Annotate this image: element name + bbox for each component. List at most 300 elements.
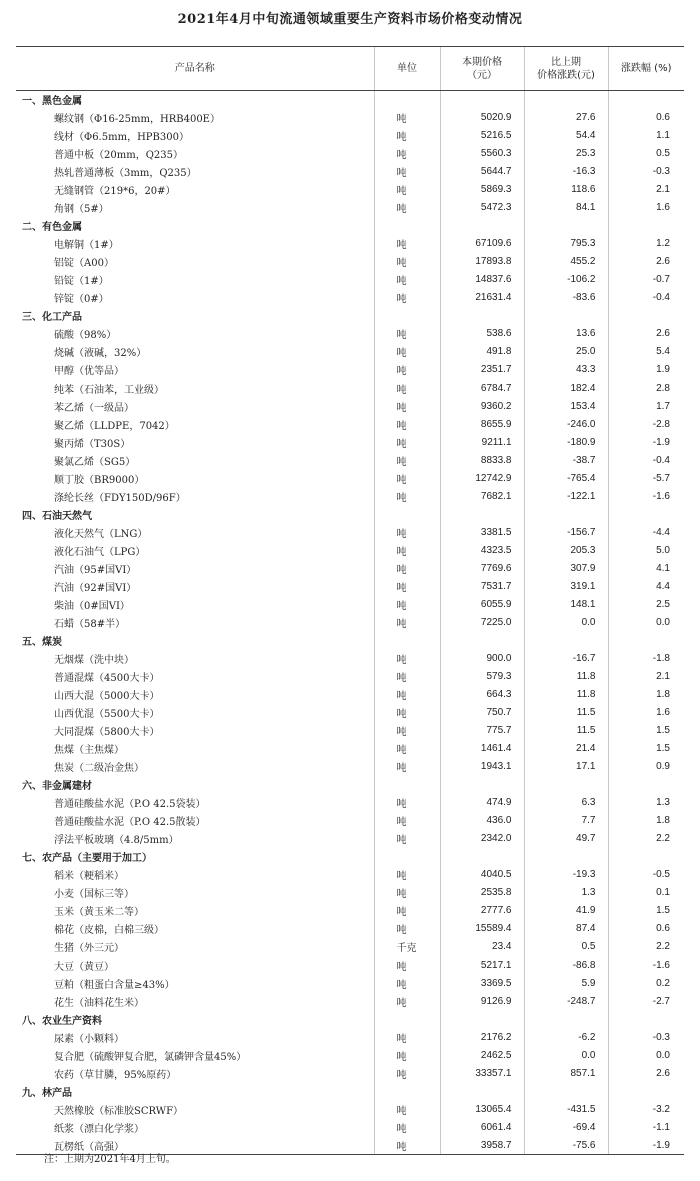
change-cell: 43.3 <box>524 361 608 379</box>
change-cell: -86.8 <box>524 956 608 974</box>
unit-cell: 吨 <box>374 361 440 379</box>
table-row <box>16 1118 684 1136</box>
category-row <box>16 776 684 794</box>
product-name-cell: 汽油（95#国VI） <box>54 564 137 576</box>
column-header-change-line1: 比上期 <box>551 56 581 68</box>
price-cell <box>440 1010 524 1028</box>
price-cell <box>440 631 524 649</box>
price-cell: 4040.5 <box>440 866 524 884</box>
product-name-cell: 普通硅酸盐水泥（P.O 42.5散装） <box>54 817 206 829</box>
price-cell: 491.8 <box>440 343 524 361</box>
price-cell: 579.3 <box>440 668 524 686</box>
price-cell <box>440 848 524 866</box>
product-name-cell: 无缝钢管（219*6，20#） <box>54 186 176 198</box>
pct-change-cell: 2.5 <box>608 595 684 613</box>
pct-change-cell: 0.6 <box>608 109 684 127</box>
change-cell: 5.9 <box>524 974 608 992</box>
product-name-cell: 小麦（国标三等） <box>54 889 134 901</box>
pct-change-cell: 1.6 <box>608 704 684 722</box>
unit-cell: 吨 <box>374 992 440 1010</box>
change-cell: -106.2 <box>524 271 608 289</box>
price-cell: 2462.5 <box>440 1046 524 1064</box>
product-name-cell: 顺丁胶（BR9000） <box>54 474 145 486</box>
pct-change-cell: -3.2 <box>608 1100 684 1118</box>
unit-cell: 吨 <box>374 974 440 992</box>
change-cell <box>524 631 608 649</box>
table-header <box>16 47 684 91</box>
unit-cell: 吨 <box>374 884 440 902</box>
price-cell: 7769.6 <box>440 559 524 577</box>
table-row <box>16 487 684 505</box>
pct-change-cell: -1.9 <box>608 433 684 451</box>
table-row <box>16 361 684 379</box>
price-cell: 3381.5 <box>440 523 524 541</box>
table-row <box>16 325 684 343</box>
change-cell: 11.8 <box>524 668 608 686</box>
pct-change-cell: 1.2 <box>608 235 684 253</box>
product-name-cell: 大同混煤（5800大卡） <box>54 727 160 739</box>
price-cell: 1461.4 <box>440 740 524 758</box>
price-cell: 9360.2 <box>440 397 524 415</box>
category-row <box>16 307 684 325</box>
product-name-cell: 普通硅酸盐水泥（P.O 42.5袋装） <box>54 799 206 811</box>
unit-cell: 吨 <box>374 397 440 415</box>
unit-cell: 吨 <box>374 758 440 776</box>
product-name-cell: 锌锭（0#） <box>54 294 109 306</box>
price-cell <box>440 1082 524 1100</box>
table-row <box>16 163 684 181</box>
change-cell: -431.5 <box>524 1100 608 1118</box>
change-cell: 21.4 <box>524 740 608 758</box>
price-cell: 7682.1 <box>440 487 524 505</box>
product-name-cell: 普通混煤（4500大卡） <box>54 673 160 685</box>
pct-change-cell: 2.2 <box>608 938 684 956</box>
product-name-cell: 苯乙烯（一级品） <box>54 402 134 414</box>
unit-cell: 吨 <box>374 163 440 181</box>
table-row <box>16 1064 684 1082</box>
table-row <box>16 397 684 415</box>
unit-cell <box>374 505 440 523</box>
table-row <box>16 541 684 559</box>
pct-change-cell: -5.7 <box>608 469 684 487</box>
unit-cell: 吨 <box>374 325 440 343</box>
unit-cell: 吨 <box>374 902 440 920</box>
price-cell: 5216.5 <box>440 127 524 145</box>
price-cell: 6055.9 <box>440 595 524 613</box>
column-header-price <box>440 47 524 91</box>
table-row <box>16 271 684 289</box>
unit-cell: 吨 <box>374 866 440 884</box>
unit-cell <box>374 1010 440 1028</box>
change-cell: 11.5 <box>524 704 608 722</box>
table-row <box>16 812 684 830</box>
price-cell <box>440 217 524 235</box>
pct-change-cell: 1.5 <box>608 722 684 740</box>
unit-cell: 吨 <box>374 379 440 397</box>
pct-change-cell <box>608 631 684 649</box>
unit-cell: 吨 <box>374 559 440 577</box>
category-row <box>16 631 684 649</box>
category-name-cell: 五、煤炭 <box>22 636 62 648</box>
category-name-cell: 九、林产品 <box>22 1087 72 1099</box>
change-cell: 857.1 <box>524 1064 608 1082</box>
change-cell: -83.6 <box>524 289 608 307</box>
table-row <box>16 595 684 613</box>
price-cell: 9126.9 <box>440 992 524 1010</box>
price-cell: 3369.5 <box>440 974 524 992</box>
product-name-cell: 玉米（黄玉米二等） <box>54 907 144 919</box>
unit-cell: 吨 <box>374 794 440 812</box>
unit-cell: 吨 <box>374 920 440 938</box>
table-row <box>16 974 684 992</box>
price-cell: 17893.8 <box>440 253 524 271</box>
unit-cell: 吨 <box>374 415 440 433</box>
change-cell: 182.4 <box>524 379 608 397</box>
table-row <box>16 181 684 199</box>
category-name-cell: 四、石油天然气 <box>22 510 92 522</box>
unit-cell: 吨 <box>374 1136 440 1154</box>
column-header-unit: 单位 <box>374 47 440 91</box>
product-name-cell: 生猪（外三元） <box>54 943 124 955</box>
product-name-cell: 硫酸（98%） <box>54 330 117 342</box>
table-row <box>16 722 684 740</box>
unit-cell: 吨 <box>374 1118 440 1136</box>
table-row <box>16 740 684 758</box>
unit-cell: 吨 <box>374 235 440 253</box>
product-name-cell: 天然橡胶（标准胶SCRWF） <box>54 1105 184 1117</box>
unit-cell <box>374 307 440 325</box>
change-cell: 319.1 <box>524 577 608 595</box>
price-cell: 538.6 <box>440 325 524 343</box>
table-row <box>16 884 684 902</box>
change-cell: 13.6 <box>524 325 608 343</box>
change-cell: -248.7 <box>524 992 608 1010</box>
category-row <box>16 91 684 109</box>
pct-change-cell: 0.0 <box>608 613 684 631</box>
price-cell: 5217.1 <box>440 956 524 974</box>
table-row <box>16 235 684 253</box>
table-row <box>16 1046 684 1064</box>
price-cell: 8655.9 <box>440 415 524 433</box>
unit-cell: 吨 <box>374 181 440 199</box>
product-name-cell: 复合肥（硫酸钾复合肥，氯磷钾含量45%） <box>54 1051 247 1063</box>
table-row <box>16 902 684 920</box>
change-cell: -246.0 <box>524 415 608 433</box>
pct-change-cell: -0.3 <box>608 163 684 181</box>
change-cell: 87.4 <box>524 920 608 938</box>
table-row <box>16 469 684 487</box>
product-name-cell: 花生（油料花生米） <box>54 997 144 1009</box>
product-name-cell: 柴油（0#国VI） <box>54 600 130 612</box>
product-name-cell: 聚氯乙烯（SG5） <box>54 456 136 468</box>
price-cell: 9211.1 <box>440 433 524 451</box>
column-header-name: 产品名称 <box>16 47 374 91</box>
change-cell: 307.9 <box>524 559 608 577</box>
change-cell: 6.3 <box>524 794 608 812</box>
page-title: 2021年4月中旬流通领域重要生产资料市场价格变动情况 <box>177 12 523 27</box>
product-name-cell: 浮法平板玻璃（4.8/5mm） <box>54 835 179 847</box>
unit-cell <box>374 1082 440 1100</box>
unit-cell: 吨 <box>374 649 440 667</box>
price-cell: 23.4 <box>440 938 524 956</box>
category-row <box>16 217 684 235</box>
price-cell: 33357.1 <box>440 1064 524 1082</box>
change-cell: 84.1 <box>524 199 608 217</box>
pct-change-cell: -1.9 <box>608 1136 684 1154</box>
product-name-cell: 铝锭（A00） <box>54 258 114 270</box>
pct-change-cell: 2.6 <box>608 253 684 271</box>
change-cell <box>524 848 608 866</box>
price-cell <box>440 776 524 794</box>
price-cell: 2342.0 <box>440 830 524 848</box>
unit-cell <box>374 631 440 649</box>
product-name-cell: 大豆（黄豆） <box>54 961 114 973</box>
unit-cell: 吨 <box>374 613 440 631</box>
category-name-cell: 八、农业生产资料 <box>22 1015 102 1027</box>
change-cell: 41.9 <box>524 902 608 920</box>
unit-cell: 吨 <box>374 1028 440 1046</box>
pct-change-cell <box>608 1082 684 1100</box>
table-row <box>16 109 684 127</box>
product-name-cell: 纯苯（石油苯，工业级） <box>54 384 164 396</box>
category-name-cell: 三、化工产品 <box>22 312 82 324</box>
change-cell: -16.3 <box>524 163 608 181</box>
pct-change-cell: 5.0 <box>608 541 684 559</box>
product-name-cell: 山西优混（5500大卡） <box>54 709 160 721</box>
table-row <box>16 686 684 704</box>
change-cell: 54.4 <box>524 127 608 145</box>
change-cell: -122.1 <box>524 487 608 505</box>
product-name-cell: 聚乙烯（LLDPE，7042） <box>54 420 175 432</box>
product-name-cell: 尿素（小颗料） <box>54 1033 124 1045</box>
table-row <box>16 992 684 1010</box>
pct-change-cell <box>608 91 684 109</box>
pct-change-cell: 1.1 <box>608 127 684 145</box>
unit-cell: 吨 <box>374 1046 440 1064</box>
table-row <box>16 289 684 307</box>
pct-change-cell: -1.6 <box>608 487 684 505</box>
unit-cell <box>374 91 440 109</box>
table-row <box>16 649 684 667</box>
pct-change-cell: 1.8 <box>608 686 684 704</box>
pct-change-cell: 4.1 <box>608 559 684 577</box>
unit-cell: 吨 <box>374 686 440 704</box>
change-cell <box>524 91 608 109</box>
pct-change-cell: -0.3 <box>608 1028 684 1046</box>
price-cell <box>440 91 524 109</box>
price-cell: 436.0 <box>440 812 524 830</box>
pct-change-cell: -0.4 <box>608 451 684 469</box>
change-cell <box>524 1010 608 1028</box>
unit-cell: 吨 <box>374 469 440 487</box>
table-row <box>16 704 684 722</box>
table-row <box>16 758 684 776</box>
pct-change-cell <box>608 776 684 794</box>
unit-cell <box>374 217 440 235</box>
change-cell: -75.6 <box>524 1136 608 1154</box>
unit-cell: 吨 <box>374 541 440 559</box>
product-name-cell: 液化天然气（LNG） <box>54 528 148 540</box>
pct-change-cell: 2.2 <box>608 830 684 848</box>
pct-change-cell: 1.9 <box>608 361 684 379</box>
pct-change-cell: 1.5 <box>608 902 684 920</box>
change-cell: 11.5 <box>524 722 608 740</box>
pct-change-cell: -1.6 <box>608 956 684 974</box>
unit-cell: 吨 <box>374 722 440 740</box>
table-row <box>16 415 684 433</box>
table-row <box>16 830 684 848</box>
change-cell: 148.1 <box>524 595 608 613</box>
price-cell: 5869.3 <box>440 181 524 199</box>
change-cell: 455.2 <box>524 253 608 271</box>
change-cell: 0.0 <box>524 1046 608 1064</box>
product-name-cell: 螺纹钢（Φ16-25mm，HRB400E） <box>54 114 220 126</box>
table-row <box>16 127 684 145</box>
pct-change-cell: -0.4 <box>608 289 684 307</box>
product-name-cell: 无烟煤（洗中块） <box>54 654 134 666</box>
product-name-cell: 焦煤（主焦煤） <box>54 745 124 757</box>
change-cell: 795.3 <box>524 235 608 253</box>
table-row <box>16 920 684 938</box>
unit-cell: 吨 <box>374 199 440 217</box>
price-cell: 2351.7 <box>440 361 524 379</box>
change-cell: 17.1 <box>524 758 608 776</box>
unit-cell: 千克 <box>374 938 440 956</box>
category-name-cell: 一、黑色金属 <box>22 96 82 108</box>
unit-cell: 吨 <box>374 812 440 830</box>
unit-cell: 吨 <box>374 343 440 361</box>
pct-change-cell: 4.4 <box>608 577 684 595</box>
change-cell: 49.7 <box>524 830 608 848</box>
change-cell: 153.4 <box>524 397 608 415</box>
product-name-cell: 普通中板（20mm，Q235） <box>54 150 183 162</box>
pct-change-cell: 0.9 <box>608 758 684 776</box>
column-header-price-line2: （元） <box>467 69 497 81</box>
change-cell: 1.3 <box>524 884 608 902</box>
table-row <box>16 613 684 631</box>
table-row <box>16 1028 684 1046</box>
price-cell: 5472.3 <box>440 199 524 217</box>
price-cell: 775.7 <box>440 722 524 740</box>
column-header-pct: 涨跌幅 (%) <box>608 47 684 91</box>
price-cell: 12742.9 <box>440 469 524 487</box>
category-row <box>16 848 684 866</box>
product-name-cell: 铅锭（1#） <box>54 276 109 288</box>
unit-cell: 吨 <box>374 271 440 289</box>
price-cell: 14837.6 <box>440 271 524 289</box>
pct-change-cell: 1.6 <box>608 199 684 217</box>
price-cell: 5644.7 <box>440 163 524 181</box>
product-name-cell: 纸浆（漂白化学浆） <box>54 1123 144 1135</box>
change-cell: -156.7 <box>524 523 608 541</box>
price-cell: 2176.2 <box>440 1028 524 1046</box>
category-name-cell: 六、非金属建材 <box>22 781 92 793</box>
unit-cell: 吨 <box>374 289 440 307</box>
price-cell: 750.7 <box>440 704 524 722</box>
product-name-cell: 甲醇（优等品） <box>54 366 124 378</box>
price-cell: 4323.5 <box>440 541 524 559</box>
pct-change-cell: -0.7 <box>608 271 684 289</box>
product-name-cell: 石蜡（58#半） <box>54 618 126 630</box>
price-cell <box>440 307 524 325</box>
table-row <box>16 668 684 686</box>
product-name-cell: 稻米（粳稻米） <box>54 871 124 883</box>
footnote: 注：上期为2021年4月上旬。 <box>44 1154 176 1165</box>
change-cell: -6.2 <box>524 1028 608 1046</box>
product-name-cell: 焦炭（二级冶金焦） <box>54 763 144 775</box>
unit-cell: 吨 <box>374 127 440 145</box>
change-cell <box>524 217 608 235</box>
price-cell: 6061.4 <box>440 1118 524 1136</box>
change-cell: 25.3 <box>524 145 608 163</box>
change-cell <box>524 776 608 794</box>
product-name-cell: 角钢（5#） <box>54 204 109 216</box>
unit-cell: 吨 <box>374 577 440 595</box>
unit-cell: 吨 <box>374 668 440 686</box>
product-name-cell: 液化石油气（LPG） <box>54 546 146 558</box>
pct-change-cell: 0.6 <box>608 920 684 938</box>
change-cell: -69.4 <box>524 1118 608 1136</box>
pct-change-cell: 2.1 <box>608 181 684 199</box>
table-row <box>16 794 684 812</box>
unit-cell: 吨 <box>374 487 440 505</box>
table-row <box>16 866 684 884</box>
table-row <box>16 938 684 956</box>
product-name-cell: 豆粕（粗蛋白含量≥43%） <box>54 979 175 991</box>
price-cell: 2777.6 <box>440 902 524 920</box>
unit-cell: 吨 <box>374 595 440 613</box>
product-name-cell: 热轧普通薄板（3mm，Q235） <box>54 168 197 180</box>
pct-change-cell: 0.2 <box>608 974 684 992</box>
product-name-cell: 瓦楞纸（高强） <box>16 1136 374 1154</box>
category-row <box>16 505 684 523</box>
change-cell: 118.6 <box>524 181 608 199</box>
price-cell: 5020.9 <box>440 109 524 127</box>
product-name-cell: 棉花（皮棉，白棉三级） <box>54 925 164 937</box>
unit-cell: 吨 <box>374 451 440 469</box>
pct-change-cell: 2.8 <box>608 379 684 397</box>
price-cell: 15589.4 <box>440 920 524 938</box>
change-cell: 0.0 <box>524 613 608 631</box>
category-row <box>16 1010 684 1028</box>
price-cell: 67109.6 <box>440 235 524 253</box>
unit-cell: 吨 <box>374 253 440 271</box>
price-cell: 7531.7 <box>440 577 524 595</box>
product-name-cell: 电解铜（1#） <box>54 240 119 252</box>
change-cell: -765.4 <box>524 469 608 487</box>
product-name-cell: 聚丙烯（T30S） <box>54 438 131 450</box>
pct-change-cell: 2.1 <box>608 668 684 686</box>
change-cell: 27.6 <box>524 109 608 127</box>
pct-change-cell: 1.8 <box>608 812 684 830</box>
pct-change-cell: 1.7 <box>608 397 684 415</box>
pct-change-cell: 5.4 <box>608 343 684 361</box>
price-cell: 664.3 <box>440 686 524 704</box>
unit-cell: 吨 <box>374 956 440 974</box>
change-cell: 205.3 <box>524 541 608 559</box>
price-cell: 900.0 <box>440 649 524 667</box>
table-row <box>16 343 684 361</box>
unit-cell: 吨 <box>374 1064 440 1082</box>
table-row <box>16 523 684 541</box>
table-row <box>16 253 684 271</box>
price-cell: 21631.4 <box>440 289 524 307</box>
price-table <box>16 46 684 1155</box>
unit-cell: 吨 <box>374 704 440 722</box>
product-name-cell: 汽油（92#国VI） <box>54 582 137 594</box>
product-name-cell: 山西大混（5000大卡） <box>54 691 160 703</box>
pct-change-cell: 0.5 <box>608 145 684 163</box>
